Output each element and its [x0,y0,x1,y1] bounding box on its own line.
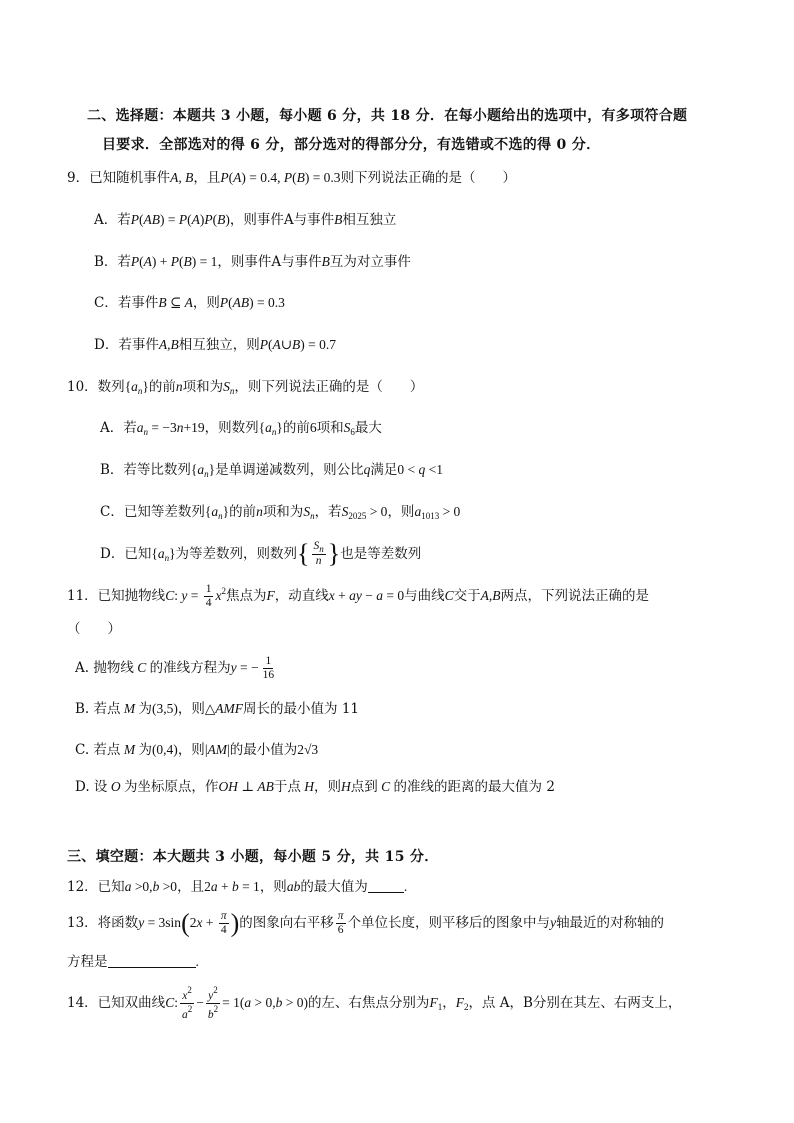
question-10-option-b: B．若等比数列$\{a_n\}$是单调递减数列，则公比q满足0 < q <1 [100,462,444,479]
section2-header-line1: 二、选择题：本题共 3 小题，每小题 6 分，共 18 分．在每小题给出的选项中，有多项符合题 [87,108,688,124]
question-9-option-d: D．若事件A,B相互独立，则P(A∪B) = 0.7 [94,337,336,353]
section2-header-line2: 目要求．全部选对的得 6 分，部分选对的得部分分，有选错或不选的得 0 分． [102,137,601,153]
question-11-stem-end: （ ） [67,621,121,637]
question-13-line1: 13．将函数y = 3sin(2x + $\frac{\pi}{4}$ )的图象向右平移 $\frac{\pi}{6}$ 个单位长度，则平移后的图象中与y轴最近的对称轴的 [67,908,665,938]
answer-blank [108,955,196,968]
question-11-stem: 11．已知抛物线C: y = $\frac{1}{4}$ $x^2$焦点为F，动直线x + ay − a = 0与曲线C交于A,B两点，下列说法正确的是 [67,583,649,610]
question-9-option-b: B．若P(A) + P(B) = 1，则事件A与事件B互为对立事件 [94,254,411,270]
question-10-option-c: C．已知等差数列$\{a_n\}$的前n项和为$S_n$，若$S_{2025} > 0$，则$a_{1013} > 0$ [100,504,461,521]
question-13-line2: 方程是 . [67,954,199,970]
answer-blank [368,880,404,893]
question-9-option-a: A．若P(AB) = P(A)P(B)，则事件A与事件B相互独立 [94,212,397,228]
question-11-option-a: A. 抛物线 C 的准线方程为y = − $\frac{1}{16}$ [75,655,275,682]
question-10-stem: 10．数列$\{a_n\}$的前n项和为$S_n$，则下列说法正确的是（ ） [67,379,424,396]
question-11-option-c: C. 若点 M 为(0,4)，则|AM|的最小值为2√3 [75,742,319,758]
question-11-option-b: B. 若点 M 为(3,5)，则△AMF周长的最小值为 11 [75,701,360,717]
question-10-option-d: D．已知$\{a_n\}$为等差数列，则数列{ $\frac{S_n}{n}$ }也是等差数列 [100,538,422,568]
question-11-option-d: D. 设 O 为坐标原点，作OH ⊥ AB于点 H，则H点到 C 的准线的距离的最大值为 2 [75,779,555,795]
section3-header: 三、填空题：本大题共 3 小题，每小题 5 分，共 15 分． [67,849,439,865]
question-14: 14．已知双曲线C: $\frac{x^2}{a^2}$ − $\frac{y^2}{b^2}$ = 1(a > 0,b > 0)的左、右焦点分别为$F_1$，$F_2$，点 A，B分别在其左、右两支上， [67,985,682,1022]
question-10-option-a: A．若$a_n = -3n+19$，则数列$\{a_n\}$的前6项和$S_6$最大 [100,420,382,437]
question-9-option-c: C．若事件B ⊆ A，则P(AB) = 0.3 [94,295,285,311]
question-12: 12．已知a >0,b >0，且2a + b = 1，则ab的最大值为 . [67,879,408,895]
question-9-stem: 9．已知随机事件A, B，且P(A) = 0.4, P(B) = 0.3则下列说法正确的是（ ） [67,170,517,186]
